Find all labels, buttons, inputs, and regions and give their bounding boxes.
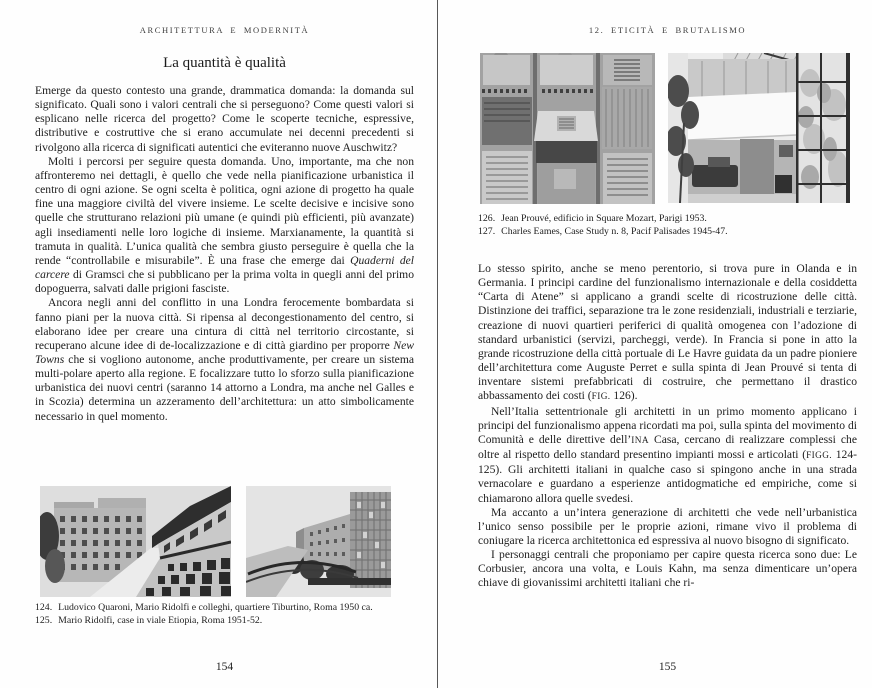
body-text-left	[35, 84, 414, 424]
paragraph: I personaggi centrali che proponiamo per capire questa ricerca sono due: Le Corbusier, ancora una volta, e Louis Kahn, ma senza dimenticare un’opera chiave di giovanissimi architetti italiani che ri-	[478, 548, 857, 590]
figure-125	[246, 486, 391, 597]
paragraph: Emerge da questo contesto una grande, drammatica domanda: la domanda sul significato. Quali sono i valori centrali che si perseguono? Come questi valori si esplicano nelle ricerca del progetto? Come le scoperte tecniche, espressive, distributive e costruttive che si erano accumulate nei decenni precedenti si rivolgono alla ricerca di significati autentici che eviteranno nuove Auschwitz?	[35, 84, 414, 154]
figure-126	[480, 53, 655, 204]
photo-prouve-square-mozart	[480, 53, 655, 204]
caption-number: 125.	[35, 614, 53, 626]
photo-quartiere-tiburtino	[40, 486, 231, 597]
paragraph: Ma accanto a un’intera generazione di architetti che vede nell’urbanistica l’unico senso possibile per le proprie azioni, rimane vivo il problema di coniugare la ricerca architettonica ed espressiva al nuovo bisogno di significato.	[478, 505, 857, 547]
paragraph: Lo stesso spirito, anche se meno perentorio, si trova pure in Olanda e in Germania. I principi cardine del funzionalismo internazionale e della cosiddetta “Carta di Atene” si applicano a grandi scelte di ricostruzione delle città. Distinzione dei traffici, separazione tra le zone residenziali, industriali e terziarie, creazione di nuovi quartieri periferici di qualità omogenea con l’adozione di standard urbanistici (servizi, parcheggi, verde). In Francia si pone in atto la grande ricostruzione della città portuale di Le Havre guidata da un padre pioniere dell’architettura come Auguste Perret e sulla spinta di Jean Prouvé si tenta di inventare sistemi prefabbricati di costruire, che permettano il drastico abbassamento dei costi (FIG. 126).	[478, 262, 857, 403]
figures-row-right	[480, 53, 850, 204]
caption-124	[35, 602, 420, 615]
photo-eames-case-study-8	[668, 53, 850, 203]
body-text-right	[478, 262, 857, 591]
caption-126	[478, 213, 863, 226]
caption-125	[35, 615, 420, 628]
caption-number: 124.	[35, 602, 53, 613]
figures-row-left	[40, 486, 391, 597]
page-right	[438, 0, 872, 688]
running-head-left: ARCHITETTURA E MODERNITÀ	[139, 25, 310, 35]
caption-text: Mario Ridolfi, case in viale Etiopia, Roma 1951-52.	[58, 614, 263, 626]
caption-text: Jean Prouvé, edificio in Square Mozart, Parigi 1953.	[501, 213, 707, 224]
running-head-right: 12. ETICITÀ E BRUTALISMO	[588, 25, 747, 35]
photo-viale-etiopia	[246, 486, 391, 597]
caption-text: Charles Eames, Case Study n. 8, Pacif Palisades 1945-47.	[501, 225, 728, 237]
paragraph: Nell’Italia settentrionale gli architetti in un primo momento applicano i principi del funzionalismo appena ricordati ma poi, sulla spinta del movimento di Comunità e delle direttive dell’INA Casa, cercano di realizzare complessi che oltre al rispetto dello standard presentino impianti mossi e articolati (FIGG. 124-125). Gli architetti italiani in qualche caso si spingono anche in una strada vernacolare e guardano a esperienze antidogmatiche ed empiriche, come si chiamarono allora quelle svedesi.	[478, 404, 857, 505]
page-number-left: 154	[215, 661, 234, 673]
page-number-right: 155	[658, 661, 677, 673]
figure-127	[668, 53, 850, 204]
paragraph: Molti i percorsi per seguire questa domanda. Uno, importante, ma che non affronteremo nei dettagli, è quello che vede nella pianificazione urbanistica il centro di ogni azione. Se ogni scelta è politica, ogni azione di progetto ha quale fine una maggiore civiltà del vivere insieme. Le scelte decisive e incisive sono quelle che strutturano relazioni più umane (e quindi più efficienti, più avanzate) agli insediamenti nelle loro logiche di insieme. Marxianamente, la quantità si tramuta in qualità. L’unica qualità che sembra giusto perseguire è quella che la rende “controllabile e misurabile”. È una frase che emerge dai Quaderni del carcere di Gramsci che si pubblicano per la prima volta in quegli anni del primo dopoguerra, salvati dalle prigioni fasciste.	[35, 154, 414, 296]
caption-127	[478, 226, 863, 239]
figure-124	[40, 486, 231, 597]
caption-number: 127.	[478, 225, 496, 237]
captions-right	[478, 213, 863, 238]
section-title: La quantità è qualità	[163, 55, 286, 71]
paragraph: Ancora negli anni del conflitto in una Londra ferocemente bombardata si fanno piani per la nuova città. Si ripensa al decongestionamento del centro, si elaborano idee per creare una cintura di città nel territorio circostante, si recuperano alcune idee di de-localizzazione e di città giardino per proporre New Towns che si vogliono autonome, anche produttivamente, per creare un sistema multi-polare aperto alla regione. E focalizzare tutto lo sforzo sulla pianificazione urbanistica dei nuovi centri (saranno 14 attorno a Londra, ma anche nel Galles e in Scozia) determina un azzeramento dell’architettura: un atto simbolicamente necessario in quel momento.	[35, 296, 414, 423]
caption-text: Ludovico Quaroni, Mario Ridolfi e colleghi, quartiere Tiburtino, Roma 1950 ca.	[58, 602, 373, 613]
captions-left	[35, 602, 420, 627]
caption-number: 126.	[478, 213, 496, 224]
